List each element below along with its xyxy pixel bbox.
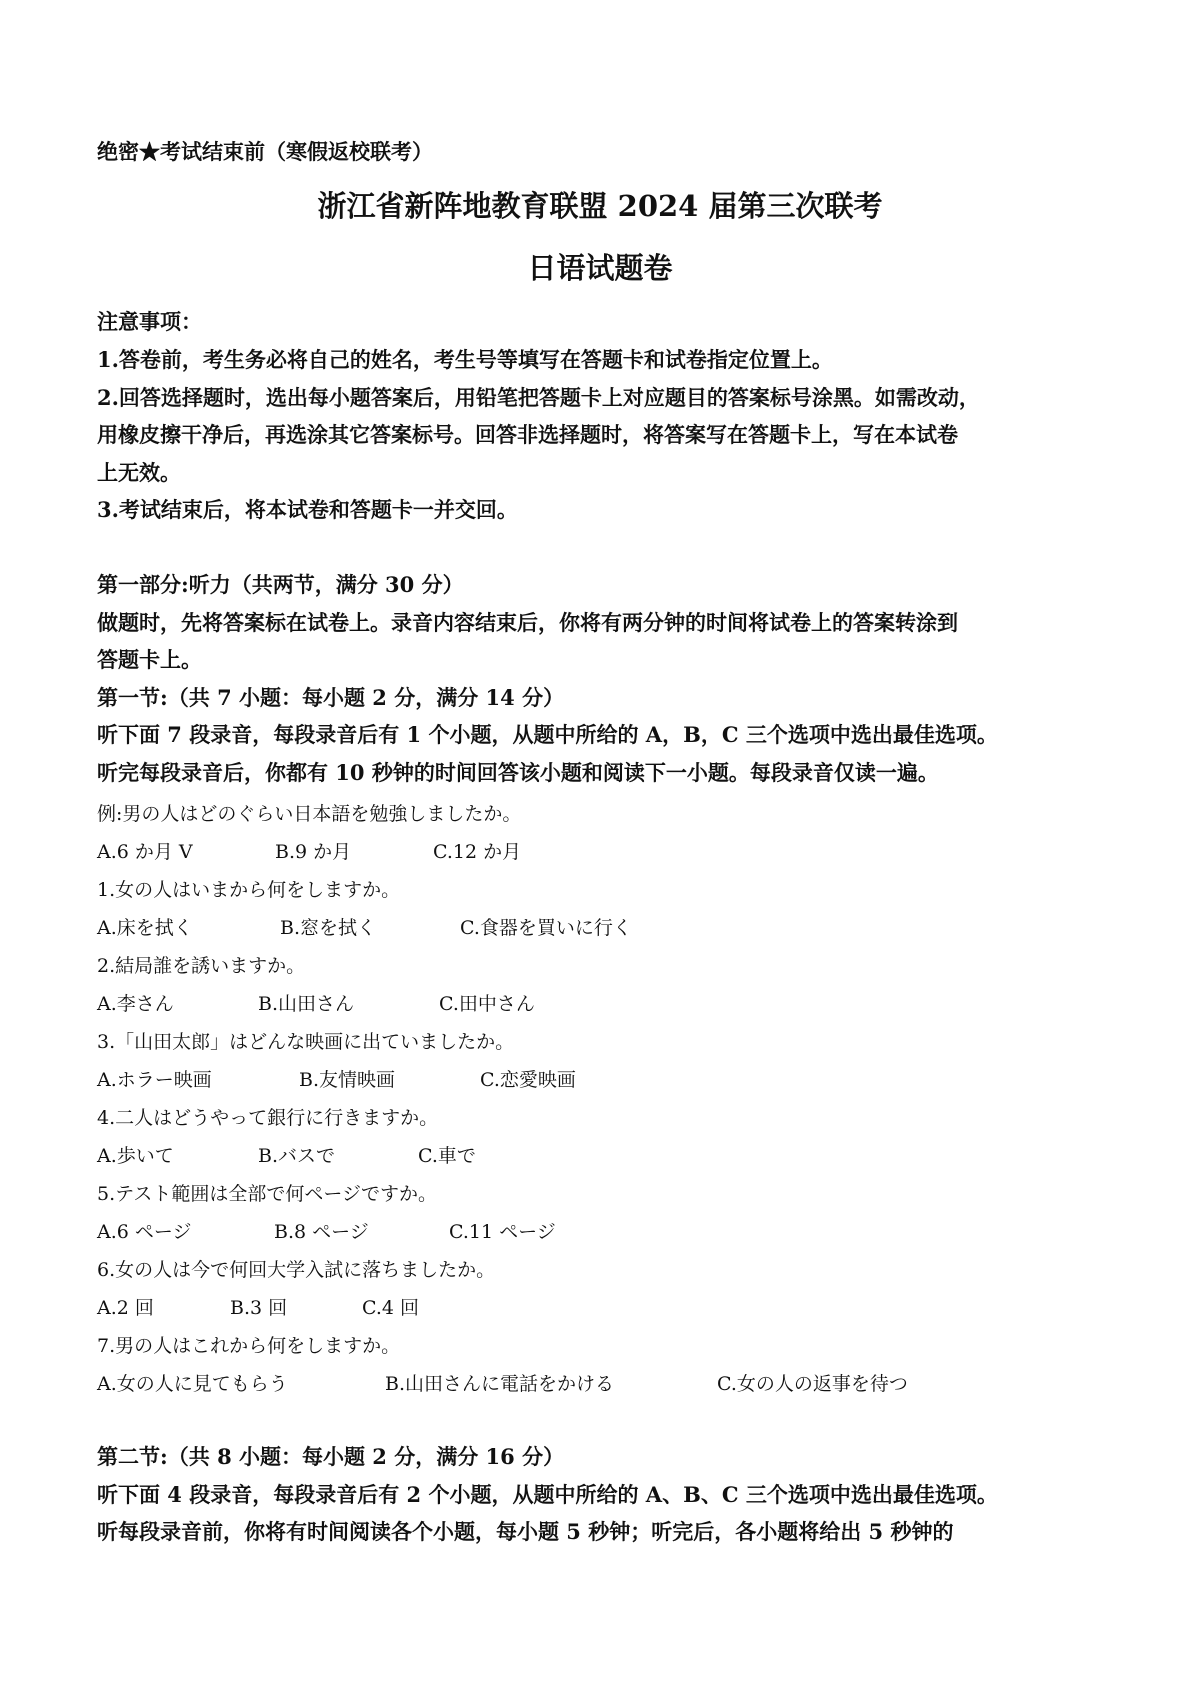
part1-intro-line-2: 答题卡上。: [97, 647, 202, 672]
option-a: A.6 か月 V: [97, 841, 193, 863]
option-b: B.8 ページ: [274, 1221, 369, 1243]
exam-title: 浙江省新阵地教育联盟 2024 届第三次联考: [317, 189, 883, 223]
option-c: C.4 回: [362, 1297, 420, 1319]
section2-desc-line-2: 听每段录音前，你将有时间阅读各个小题，每小题 5 秒钟；听完后，各小题将给出 5 秒钟的: [97, 1519, 954, 1544]
option-c: C.車で: [418, 1145, 476, 1167]
option-b: B.山田さんに電話をかける: [385, 1373, 615, 1395]
option-c: C.田中さん: [439, 993, 535, 1015]
question-5: 5.テスト範囲は全部で何ページですか。: [97, 1183, 437, 1205]
section1-desc-line-1: 听下面 7 段录音，每段录音后有 1 个小题，从题中所给的 A，B，C 三个选项中选出最佳选项。: [97, 722, 998, 747]
option-b: B.バスで: [258, 1145, 336, 1167]
notice-item-2-line-3: 上无效。: [97, 460, 181, 485]
confidential-label: 绝密★考试结束前（寒假返校联考）: [97, 139, 433, 164]
option-b: B.友情映画: [299, 1069, 396, 1091]
option-b: B.9 か月: [275, 841, 352, 863]
option-c: C.女の人の返事を待つ: [717, 1373, 908, 1395]
exam-subtitle: 日语试题卷: [527, 251, 673, 285]
part1-heading: 第一部分:听力（共两节，满分 30 分）: [97, 572, 464, 597]
option-a: A.歩いて: [97, 1145, 174, 1167]
question-6: 6.女の人は今で何回大学入試に落ちましたか。: [97, 1259, 496, 1281]
notice-item-2-line-1: 2.回答选择题时，选出每小题答案后，用铅笔把答题卡上对应题目的答案标号涂黑。如需改动，: [97, 385, 980, 410]
option-a: A.6 ページ: [97, 1221, 192, 1243]
option-c: C.恋愛映画: [480, 1069, 576, 1091]
option-b: B.窓を拭く: [280, 917, 377, 939]
question-7: 7.男の人はこれから何をしますか。: [97, 1335, 401, 1357]
notice-item-2-line-2: 用橡皮擦干净后，再选涂其它答案标号。回答非选择题时，将答案写在答题卡上，写在本试卷: [97, 422, 958, 447]
option-a: A.ホラー映画: [97, 1069, 212, 1091]
part1-intro-line-1: 做题时，先将答案标在试卷上。录音内容结束后，你将有两分钟的时间将试卷上的答案转涂到: [97, 610, 958, 635]
option-a: A.床を拭く: [97, 917, 193, 939]
section2-heading: 第二节:（共 8 小题：每小题 2 分，满分 16 分）: [97, 1444, 565, 1469]
option-c: C.食器を買いに行く: [460, 917, 632, 939]
section1-heading: 第一节:（共 7 小题：每小题 2 分，满分 14 分）: [97, 685, 565, 710]
option-b: B.3 回: [230, 1297, 288, 1319]
section2-desc-line-1: 听下面 4 段录音，每段录音后有 2 个小题，从题中所给的 A、B、C 三个选项中选出最佳选项。: [97, 1482, 998, 1507]
notice-item-1: 1.答卷前，考生务必将自己的姓名，考生号等填写在答题卡和试卷指定位置上。: [97, 347, 833, 372]
option-a: A.2 回: [97, 1297, 154, 1319]
question-2: 2.結局誰を誘いますか。: [97, 955, 306, 977]
notice-item-3: 3.考试结束后，将本试卷和答题卡一并交回。: [97, 497, 518, 522]
option-c: C.12 か月: [433, 841, 522, 863]
option-a: A.李さん: [97, 993, 174, 1015]
notice-heading: 注意事项：: [97, 309, 202, 334]
question-3: 3.「山田太郎」はどんな映画に出ていましたか。: [97, 1031, 515, 1053]
option-c: C.11 ページ: [449, 1221, 556, 1243]
option-a: A.女の人に見てもらう: [97, 1373, 288, 1395]
option-b: B.山田さん: [258, 993, 355, 1015]
question-4: 4.二人はどうやって銀行に行きますか。: [97, 1107, 439, 1129]
question-1: 1.女の人はいまから何をしますか。: [97, 879, 401, 901]
section1-desc-line-2: 听完每段录音后，你都有 10 秒钟的时间回答该小题和阅读下一小题。每段录音仅读一遍。: [97, 760, 939, 785]
question-example: 例:男の人はどのぐらい日本語を勉強しましたか。: [97, 803, 522, 825]
